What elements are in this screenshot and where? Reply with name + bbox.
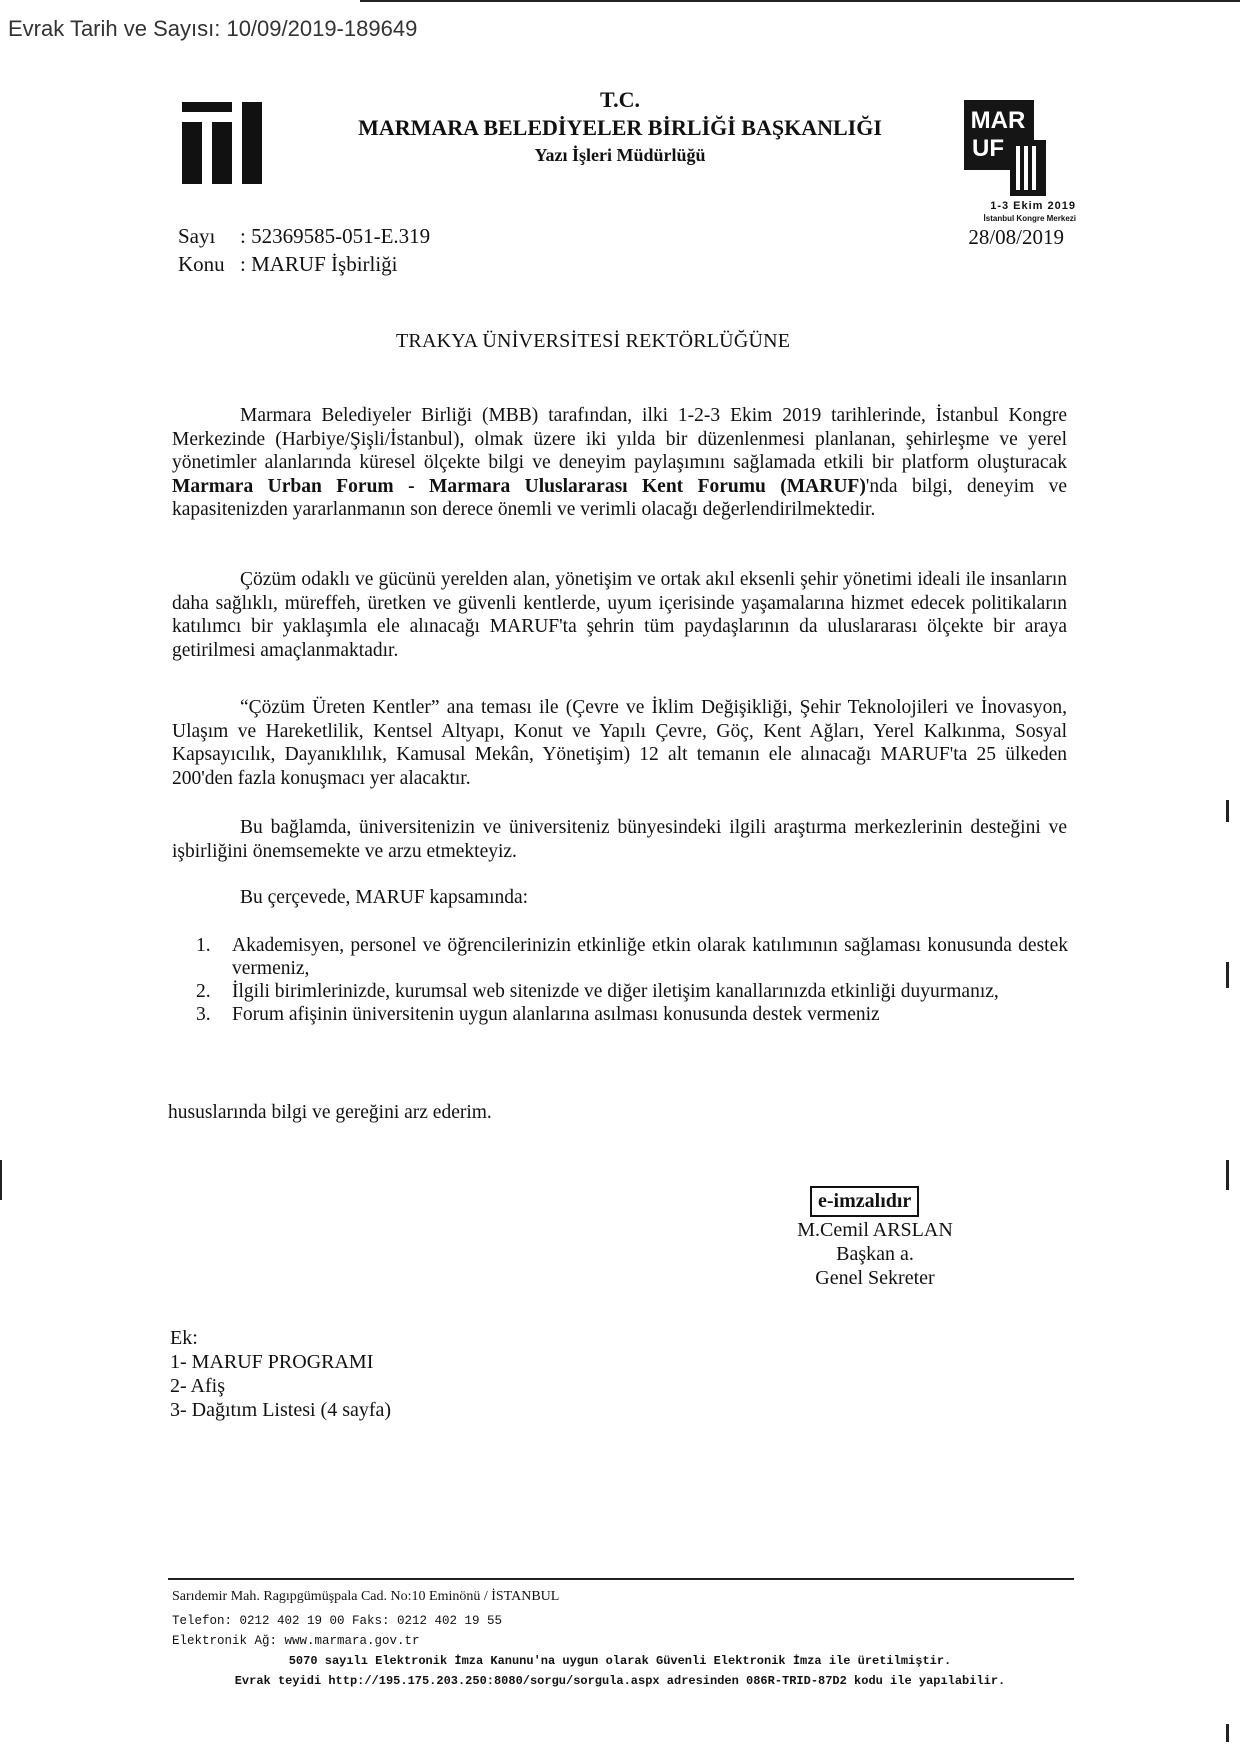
request-list bbox=[196, 934, 1068, 1026]
document-stamp: Evrak Tarih ve Sayısı: 10/09/2019-189649 bbox=[8, 16, 418, 41]
sayi-value: : 52369585-051-E.319 bbox=[240, 224, 431, 248]
footer-legal: 5070 sayılı Elektronik İmza Kanunu'na uygun olarak Güvenli Elektronik İmza ile üretilmiştir. bbox=[288, 1654, 952, 1668]
list-item bbox=[196, 1003, 1068, 1026]
letterhead bbox=[300, 86, 940, 168]
paragraph-4: Bu bağlamda, üniversitenizin ve üniversiteniz bünyesindeki ilgili araştırma merkezlerinin desteğini ve işbirliğini önemsemekte ve arzu etmekteyiz. bbox=[172, 817, 1067, 862]
document-date: 28/08/2019 bbox=[968, 225, 1064, 249]
list-item-text: Forum afişinin üniversitenin uygun alanlarına asılması konusunda destek vermeniz bbox=[232, 1004, 880, 1025]
scan-mark bbox=[1226, 1724, 1229, 1742]
attachments bbox=[170, 1326, 391, 1422]
maruf-logo-top: MAR bbox=[970, 107, 1026, 134]
recipient: TRAKYA ÜNİVERSİTESİ REKTÖRLÜĞÜNE bbox=[396, 330, 791, 352]
list-item-text: Akademisyen, personel ve öğrencilerinizin etkinliğe etkin olarak katılımının sağlaması konusunda destek vermeniz, bbox=[232, 935, 1068, 979]
list-item-text: İlgili birimlerinizde, kurumsal web sitenizde ve diğer iletişim kanallarınızda etkinliği duyurmanız, bbox=[232, 981, 999, 1002]
paragraph-1-bold: Marmara Urban Forum - Marmara Uluslararası Kent Forumu (MARUF) bbox=[172, 475, 866, 497]
sayi-label: Sayı bbox=[178, 224, 216, 248]
konu-label: Konu bbox=[178, 252, 225, 276]
attachments-label: Ek: bbox=[170, 1327, 198, 1349]
konu-value: : MARUF İşbirliği bbox=[240, 252, 398, 276]
list-item-number: 1. bbox=[196, 935, 211, 956]
signature-block bbox=[760, 1218, 990, 1290]
signer-title-1: Başkan a. bbox=[836, 1243, 914, 1265]
top-rule bbox=[360, 0, 1240, 2]
list-item-number: 2. bbox=[196, 981, 211, 1002]
maruf-event-date: 1-3 Ekim 2019 bbox=[990, 200, 1076, 212]
footer-rule bbox=[168, 1578, 1074, 1580]
footer-web: Elektronik Ağ: www.marmara.gov.tr bbox=[172, 1634, 420, 1648]
paragraph-3: “Çözüm Üreten Kentler” ana teması ile (Çevre ve İklim Değişikliği, Şehir Teknolojileri ve İnovasyon, Ulaşım ve Hareketlilik, Kentsel Altyapı, Konut ve Yapılı Çevre, Göç, Kent Ağları, Yerel Kalkınma, Sosyal Kapsayıcılık, Dayanıklılık, Kamusal Mekân, Yönetişim) 12 alt temanın ele alınacağı MARUF'ta 25 ülkeden 200'den fazla konuşmacı yer alacaktır. bbox=[172, 697, 1067, 789]
list-item bbox=[196, 934, 1068, 980]
paragraph-5: Bu çerçevede, MARUF kapsamında: bbox=[240, 887, 529, 908]
paragraph-1-part-a: Marmara Belediyeler Birliği (MBB) tarafından, ilki 1-2-3 Ekim 2019 tarihlerinde, İstanbul Kongre Merkezinde (Harbiye/Şişli/İstanbul), olmak üzere iki yılda bir düzenlenmesi planlanan, şehirleşme ve yerel yönetimler alanlarında küresel ölçekte bilgi ve deneyim paylaşımını sağlamada etkili bir platform oluşturacak bbox=[172, 405, 1067, 473]
scan-mark bbox=[1226, 800, 1229, 822]
header-department: Yazı İşleri Müdürlüğü bbox=[534, 145, 706, 165]
signer-name: M.Cemil ARSLAN bbox=[797, 1219, 953, 1241]
scan-mark bbox=[1226, 962, 1229, 988]
scan-mark bbox=[1226, 1160, 1229, 1190]
e-signature-badge: e-imzalıdır bbox=[810, 1186, 919, 1217]
footer-address: Sarıdemir Mah. Ragıpgümüşpala Cad. No:10 Eminönü / İSTANBUL bbox=[172, 1589, 560, 1604]
header-institution: MARMARA BELEDİYELER BİRLİĞİ BAŞKANLIĞI bbox=[358, 115, 882, 140]
header-tc: T.C. bbox=[600, 87, 640, 112]
signer-title-2: Genel Sekreter bbox=[815, 1267, 935, 1289]
scan-mark bbox=[0, 1160, 2, 1200]
closing-line: hususlarında bilgi ve gereğini arz ederim. bbox=[168, 1102, 492, 1123]
paragraph-1-part-b: 'nda bilgi, deneyim ve kapasitenizden yararlanmanın son derece önemli ve verimli olacağı değerlendirilmektedir. bbox=[172, 475, 1067, 520]
attachment-item: 1- MARUF PROGRAMI bbox=[170, 1351, 374, 1373]
paragraph-1 bbox=[172, 404, 1067, 522]
list-item-number: 3. bbox=[196, 1004, 211, 1025]
paragraph-2: Çözüm odaklı ve gücünü yerelden alan, yönetişim ve ortak akıl eksenli şehir yönetimi ideali ile insanların daha sağlıklı, müreffeh, üretken ve güvenli kentlerde, uyum içerisinde yaşamalarına hizmet edecek politikaların katılımcı bir yaklaşımla ele alınacağı MARUF'ta şehrin tüm paydaşlarının da uluslararası ölçekte bir araya getirilmesi amaçlanmaktadır. bbox=[172, 569, 1067, 661]
list-item bbox=[196, 980, 1068, 1003]
maruf-logo-bottom: UF bbox=[972, 135, 1004, 162]
mbb-logo-icon bbox=[182, 102, 262, 184]
footer-phone: Telefon: 0212 402 19 00 Faks: 0212 402 19 55 bbox=[172, 1614, 503, 1628]
sayi-row bbox=[178, 222, 430, 250]
konu-row bbox=[178, 250, 398, 278]
footer-verify: Evrak teyidi http://195.175.203.250:8080/sorgu/sorgula.aspx adresinden 086R-TRID-87D2 kodu ile yapılabilir. bbox=[234, 1674, 1006, 1688]
attachment-item: 3- Dağıtım Listesi (4 sayfa) bbox=[170, 1399, 392, 1421]
maruf-event-place: İstanbul Kongre Merkezi bbox=[983, 214, 1076, 223]
attachment-item: 2- Afiş bbox=[170, 1375, 225, 1397]
maruf-logo-icon bbox=[964, 100, 1046, 196]
